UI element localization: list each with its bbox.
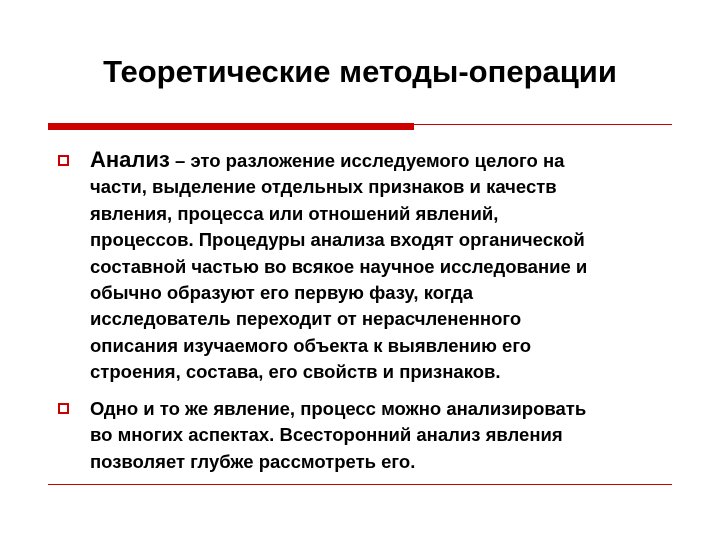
bullet-line: это разложение исследуемого целого на [190,150,565,171]
title-divider-thick [48,123,414,130]
bottom-divider [48,484,672,485]
hollow-square-bullet-icon [58,403,69,414]
bullet-line: составной частью во всякое научное исследование и [90,255,588,277]
bullet-line: части, выделение отдельных признаков и качеств [90,176,557,198]
bullet-line: строения, состава, его свойств и признаков. [90,361,501,383]
bullet-first-line [90,147,678,174]
bullet-text [90,396,678,475]
bullet-line: исследователь переходит от нерасчлененного [90,308,522,330]
bullet-term: Анализ [90,147,170,172]
hollow-square-bullet-icon [58,155,69,166]
bullet-line: описания изучаемого объекта к выявлению его [90,334,532,356]
bullet-line: явления, процесса или отношений явлений, [90,202,499,224]
bullet-line: позволяет глубже рассмотреть его. [90,450,416,472]
bullet-line: обычно образуют его первую фазу, когда [90,282,474,304]
bullet-dash: – [169,150,191,171]
bullet-text [90,147,678,386]
bullet-line: во многих аспектах. Всесторонний анализ явления [90,424,563,446]
slide-title: Теоретические методы-операции [103,54,617,89]
bullet-line: Одно и то же явление, процесс можно анализировать [90,398,587,419]
bullet-line: процессов. Процедуры анализа входят органической [90,229,585,251]
